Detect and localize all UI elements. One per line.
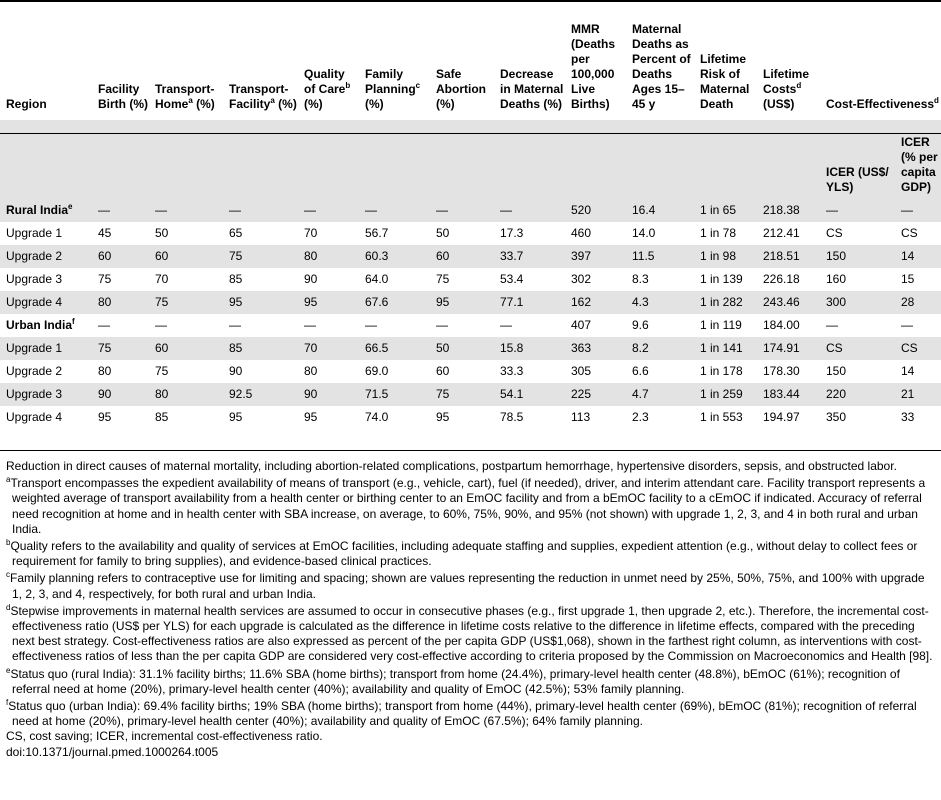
table-cell: 1 in 98 xyxy=(694,245,757,268)
table-row xyxy=(0,360,941,383)
row-label-cell: Upgrade 2 xyxy=(0,245,92,268)
table-cell: 90 xyxy=(92,383,149,406)
table-cell: 60 xyxy=(92,245,149,268)
table-cell: 50 xyxy=(149,222,223,245)
table-cell: 162 xyxy=(565,291,626,314)
col-header-decrease-deaths: Decrease in Maternal Deaths (%) xyxy=(500,67,564,111)
footnote-a: $^a$Transport encompasses the expedient availability of means of transport (e.g., vehicle, cart), fuel (if needed), driver, and interim attendant care. Facility transport represents a weighted average of transport availability from a health center or birthing center to an EmOC facility and from a bEmOC facility to a cEmOC if indicated. Accuracy of referral need recognition at home and in health center with SBA increase, on average, to 60%, 75%, 90%, and 95% (not shown) with upgrade 1, 2, 3, and 4 in both rural and urban India. xyxy=(6,475,926,536)
table-cell: CS xyxy=(820,337,895,360)
table-cell: 85 xyxy=(149,406,223,429)
table-cell: 60.3 xyxy=(359,245,430,268)
table-cell: 75 xyxy=(430,268,494,291)
table-cell: 1 in 282 xyxy=(694,291,757,314)
table-body xyxy=(0,199,941,429)
table-cell: 60 xyxy=(149,337,223,360)
table-cell: 15.8 xyxy=(494,337,565,360)
table-cell: 174.91 xyxy=(757,337,820,360)
table-cell: 350 xyxy=(820,406,895,429)
table-cell: 8.3 xyxy=(626,268,694,291)
table-cell: 80 xyxy=(298,360,359,383)
table-cell: 225 xyxy=(565,383,626,406)
table-cell: 218.38 xyxy=(757,199,820,222)
table-cell: 160 xyxy=(820,268,895,291)
table-cell: 218.51 xyxy=(757,245,820,268)
table-cell: 113 xyxy=(565,406,626,429)
footnote-f: $^f$Status quo (urban India): 69.4% facility births; 19% SBA (home births); transport from home (44%), primary-level health center (69%), bEmOC (81%); recognition of referral need at home (20%), primary-level health center (40%); availability and quality of EmOC (67.5%); 64% family planning. xyxy=(6,698,917,729)
col-header-transport-facility: Transport-Facility$^a$ (%) xyxy=(229,82,297,111)
table-cell: 1 in 553 xyxy=(694,406,757,429)
table-cell: 80 xyxy=(92,291,149,314)
table-cell: 64.0 xyxy=(359,268,430,291)
table-cell: — xyxy=(430,314,494,337)
footnote-b: $^b$Quality refers to the availability and quality of services at EmOC facilities, including adequate staffing and supplies, expedient attention (e.g., without delay to collect fees or requirement for family to bring supplies), and evidence-based clinical practices. xyxy=(6,538,918,569)
table-cell: 4.7 xyxy=(626,383,694,406)
table-cell: 2.3 xyxy=(626,406,694,429)
table-cell: 95 xyxy=(223,291,298,314)
row-label-cell: Upgrade 3 xyxy=(0,383,92,406)
row-label-cell: Upgrade 3 xyxy=(0,268,92,291)
table-cell: 305 xyxy=(565,360,626,383)
table-cell: 78.5 xyxy=(494,406,565,429)
table-cell: 14.0 xyxy=(626,222,694,245)
row-label-cell: Upgrade 4 xyxy=(0,291,92,314)
table-cell: 53.4 xyxy=(494,268,565,291)
footnote-e: $^e$Status quo (rural India): 31.1% facility births; 11.6% SBA (home births); transport from home (24.4%), primary-level health center (48.8%), bEmOC (61%); recognition of referral need at home (20%), primary-level health center (40%); availability and quality of EmOC (42.5%); 53% family planning. xyxy=(6,665,900,696)
table-cell: 14 xyxy=(895,360,941,383)
table-cell: 95 xyxy=(430,406,494,429)
table-cell: CS xyxy=(820,222,895,245)
header-row xyxy=(0,22,941,120)
table-cell: 45 xyxy=(92,222,149,245)
table-cell: 85 xyxy=(223,268,298,291)
footnotes xyxy=(6,459,936,760)
table-cell: 226.18 xyxy=(757,268,820,291)
footnote-abbreviations: CS, cost saving; ICER, incremental cost-effectiveness ratio. xyxy=(6,729,323,744)
table-cell: — xyxy=(92,314,149,337)
table-cell: — xyxy=(149,314,223,337)
table-cell: 50 xyxy=(430,337,494,360)
table-cell: — xyxy=(298,314,359,337)
table-cell: 9.6 xyxy=(626,314,694,337)
table-cell: 8.2 xyxy=(626,337,694,360)
table-cell: 21 xyxy=(895,383,941,406)
table-cell: 184.00 xyxy=(757,314,820,337)
table-cell: 54.1 xyxy=(494,383,565,406)
table-cell: 33.3 xyxy=(494,360,565,383)
table-cell: CS xyxy=(895,222,941,245)
table-cell: 66.5 xyxy=(359,337,430,360)
table-cell: 74.0 xyxy=(359,406,430,429)
table-cell: — xyxy=(494,314,565,337)
table-cell: — xyxy=(359,199,430,222)
table-cell: — xyxy=(494,199,565,222)
table-cell: 183.44 xyxy=(757,383,820,406)
table-cell: — xyxy=(895,314,941,337)
row-label-cell: Upgrade 1 xyxy=(0,222,92,245)
table-cell: 302 xyxy=(565,268,626,291)
table-cell: — xyxy=(820,199,895,222)
table-cell: 95 xyxy=(92,406,149,429)
table-cell: CS xyxy=(895,337,941,360)
row-label-cell: Upgrade 4 xyxy=(0,406,92,429)
table-cell: — xyxy=(298,199,359,222)
table-cell: — xyxy=(359,314,430,337)
table-cell: 90 xyxy=(298,383,359,406)
table-cell: 56.7 xyxy=(359,222,430,245)
table-cell: 75 xyxy=(149,360,223,383)
table-cell: 69.0 xyxy=(359,360,430,383)
table-cell: 15 xyxy=(895,268,941,291)
table-cell: 95 xyxy=(298,406,359,429)
table-cell: 95 xyxy=(430,291,494,314)
table-cell: 71.5 xyxy=(359,383,430,406)
table-cell: 1 in 141 xyxy=(694,337,757,360)
table-cell: 75 xyxy=(92,268,149,291)
table-cell: 1 in 65 xyxy=(694,199,757,222)
table-cell: 60 xyxy=(430,360,494,383)
table-cell: 80 xyxy=(298,245,359,268)
table-cell: 4.3 xyxy=(626,291,694,314)
row-label-cell: Rural India$^e$ xyxy=(0,199,92,222)
col-header-region: Region xyxy=(6,97,47,111)
top-rule xyxy=(0,0,941,2)
subheader-row xyxy=(0,120,941,199)
table-cell: 397 xyxy=(565,245,626,268)
table-row xyxy=(0,245,941,268)
row-label-cell: Upgrade 2 xyxy=(0,360,92,383)
table-cell: — xyxy=(820,314,895,337)
table-cell: 50 xyxy=(430,222,494,245)
table-cell: 178.30 xyxy=(757,360,820,383)
footnote-intro: Reduction in direct causes of maternal mortality, including abortion-related complications, postpartum hemorrhage, hypertensive disorders, sepsis, and obstructed labor. xyxy=(6,459,897,473)
table-cell: 1 in 139 xyxy=(694,268,757,291)
table-cell: 194.97 xyxy=(757,406,820,429)
col-header-maternal-deaths-percent: Maternal Deaths as Percent of Deaths Ages 15–45 y xyxy=(632,22,691,111)
col-header-cost-effectiveness: Cost-Effectiveness$^d$ xyxy=(826,96,939,111)
table-cell: 150 xyxy=(820,245,895,268)
table-row xyxy=(0,291,941,314)
table-cell: 300 xyxy=(820,291,895,314)
table-cell: 16.4 xyxy=(626,199,694,222)
table-cell: — xyxy=(223,199,298,222)
table-row-status-quo xyxy=(0,314,941,337)
table-row-status-quo xyxy=(0,199,941,222)
table-cell: 90 xyxy=(223,360,298,383)
table-cell: 407 xyxy=(565,314,626,337)
table-cell: 95 xyxy=(298,291,359,314)
table-cell: 80 xyxy=(92,360,149,383)
col-header-quality-of-care: Quality of Care$^b$ (%) xyxy=(304,67,351,111)
table-cell: — xyxy=(92,199,149,222)
table-row xyxy=(0,337,941,360)
table-cell: 11.5 xyxy=(626,245,694,268)
col-header-transport-home: Transport-Home$^a$ (%) xyxy=(155,82,215,111)
table-cell: 520 xyxy=(565,199,626,222)
table-cell: 90 xyxy=(298,268,359,291)
data-table xyxy=(0,22,941,429)
col-header-lifetime-costs: Lifetime Costs$^d$ (US$) xyxy=(763,67,810,111)
table-cell: 212.41 xyxy=(757,222,820,245)
table-cell: 75 xyxy=(149,291,223,314)
table-cell: — xyxy=(430,199,494,222)
table-cell: 1 in 178 xyxy=(694,360,757,383)
table-cell: 70 xyxy=(298,337,359,360)
doi-text: doi:10.1371/journal.pmed.1000264.t005 xyxy=(6,744,219,759)
table-cell: 460 xyxy=(565,222,626,245)
row-label-cell: Urban India$^f$ xyxy=(0,314,92,337)
table-row xyxy=(0,268,941,291)
row-label-cell: Upgrade 1 xyxy=(0,337,92,360)
table-cell: 80 xyxy=(149,383,223,406)
table-cell: 6.6 xyxy=(626,360,694,383)
table-cell: 33 xyxy=(895,406,941,429)
table-cell: 1 in 259 xyxy=(694,383,757,406)
table-cell: 85 xyxy=(223,337,298,360)
table-cell: — xyxy=(149,199,223,222)
table-cell: 243.46 xyxy=(757,291,820,314)
table-cell: 70 xyxy=(298,222,359,245)
subheader-icer-gdp: ICER (% per capita GDP) xyxy=(895,120,941,199)
col-header-family-planning: Family Planning$^c$ (%) xyxy=(365,67,421,111)
table-cell: 363 xyxy=(565,337,626,360)
table-cell: 92.5 xyxy=(223,383,298,406)
table-cell: — xyxy=(895,199,941,222)
table-cell: 75 xyxy=(223,245,298,268)
table-cell: 75 xyxy=(430,383,494,406)
header-rule xyxy=(0,133,941,134)
table-cell: 14 xyxy=(895,245,941,268)
table-cell: 1 in 119 xyxy=(694,314,757,337)
table-row xyxy=(0,406,941,429)
footnote-c: $^c$Family planning refers to contraceptive use for limiting and spacing; shown are values representing the reduction in unmet need by 25%, 50%, 75%, and 100% with upgrade 1, 2, 3, and 4, respectively, for both rural and urban India. xyxy=(6,570,925,601)
table-cell: 67.6 xyxy=(359,291,430,314)
footnote-d: $^d$Stepwise improvements in maternal health services are assumed to occur in consecutive phases (e.g., first upgrade 1, then upgrade 2, etc.). Therefore, the incremental cost-effectiveness ratio (US$ per YLS) for each upgrade is calculated as the difference in lifetime costs relative to the difference in lifetime effects, compared with the preceding next best strategy. Cost-effectiveness ratios are also expressed as percent of the per capita GDP (US$1,068), shown in the farthest right column, as interventions with cost-effectiveness ratios of less than the per capita GDP are considered very cost-effective according to criteria proposed by the Commission on Macroeconomics and Health [98]. xyxy=(6,602,933,664)
table-cell: 17.3 xyxy=(494,222,565,245)
table-cell: 65 xyxy=(223,222,298,245)
col-header-lifetime-risk: Lifetime Risk of Maternal Death xyxy=(700,52,750,111)
col-header-facility-birth: Facility Birth (%) xyxy=(98,82,148,111)
table-cell: 77.1 xyxy=(494,291,565,314)
col-header-mmr: MMR (Deaths per 100,000 Live Births) xyxy=(571,22,616,111)
table-cell: 28 xyxy=(895,291,941,314)
table-cell: 70 xyxy=(149,268,223,291)
table-cell: 220 xyxy=(820,383,895,406)
col-header-safe-abortion: Safe Abortion (%) xyxy=(436,67,486,111)
table-cell: — xyxy=(223,314,298,337)
table-row xyxy=(0,222,941,245)
table-cell: 95 xyxy=(223,406,298,429)
table-cell: 150 xyxy=(820,360,895,383)
subheader-icer-usd: ICER (US$/ YLS) xyxy=(820,120,895,199)
table-cell: 60 xyxy=(430,245,494,268)
table-cell: 33.7 xyxy=(494,245,565,268)
table-row xyxy=(0,383,941,406)
table-cell: 1 in 78 xyxy=(694,222,757,245)
table-cell: 75 xyxy=(92,337,149,360)
table-cell: 60 xyxy=(149,245,223,268)
bottom-rule xyxy=(0,450,941,451)
